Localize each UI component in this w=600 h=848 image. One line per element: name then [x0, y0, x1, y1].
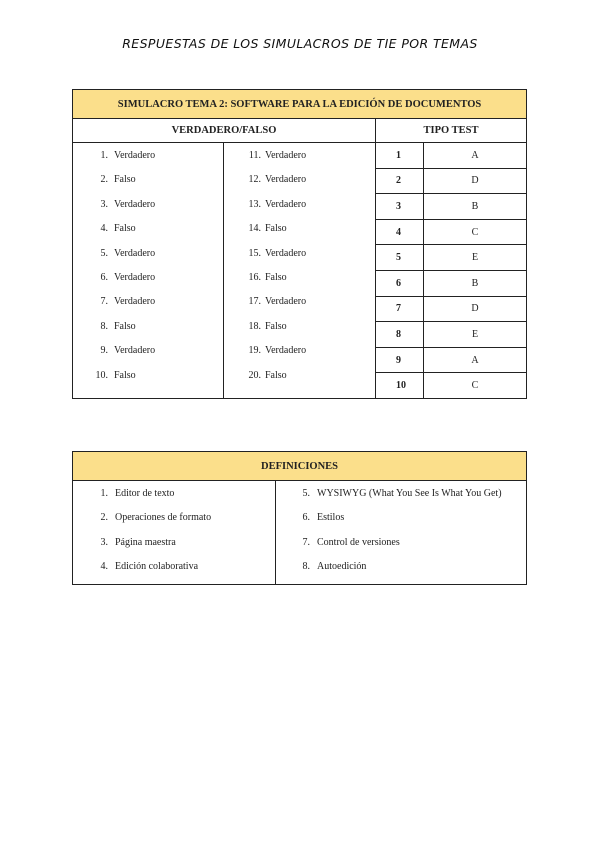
test-question-number: 2	[376, 168, 424, 194]
test-question-number: 9	[376, 347, 424, 373]
tf-answer-item	[224, 320, 375, 344]
test-question-number: 7	[376, 296, 424, 322]
item-text: Verdadero	[114, 247, 156, 259]
item-number: 19.	[248, 345, 261, 357]
simulacro-title: SIMULACRO TEMA 2: SOFTWARE PARA LA EDICIÓN DE DOCUMENTOS	[73, 90, 527, 119]
item-number: 5.	[302, 488, 310, 499]
test-answer: C	[424, 219, 527, 245]
item-number: 4.	[100, 223, 108, 235]
test-question-number: 6	[376, 270, 424, 296]
definiciones-column-left	[73, 481, 276, 585]
item-number: 16.	[248, 271, 261, 283]
item-number: 7.	[302, 536, 310, 548]
test-answer: B	[424, 270, 527, 296]
item-number: 2.	[100, 512, 108, 524]
test-question-number: 1	[376, 143, 424, 169]
test-question-number: 8	[376, 322, 424, 348]
test-answer: D	[424, 296, 527, 322]
item-text: Operaciones de formato	[115, 512, 212, 524]
test-header: TIPO TEST	[376, 119, 527, 143]
item-text: Verdadero	[265, 296, 307, 308]
item-text: Edición colaborativa	[115, 561, 199, 573]
tf-header: VERDADERO/FALSO	[73, 119, 376, 143]
item-number: 11.	[248, 150, 261, 161]
tf-answer-item	[73, 222, 223, 246]
item-number: 1.	[100, 150, 108, 161]
item-text: Verdadero	[114, 345, 156, 357]
item-text: Estilos	[317, 512, 345, 524]
item-text: Editor de texto	[115, 488, 175, 499]
tf-answer-item	[73, 344, 223, 368]
item-text: Verdadero	[114, 150, 156, 161]
tf-answer-item	[73, 271, 223, 295]
definiciones-table	[72, 451, 527, 585]
item-number: 1.	[100, 488, 108, 499]
item-text: Verdadero	[114, 198, 156, 210]
test-answer: A	[424, 347, 527, 373]
tf-answer-item	[73, 149, 223, 173]
item-text: Página maestra	[115, 536, 176, 548]
item-text: Verdadero	[265, 150, 307, 161]
item-text: Verdadero	[265, 174, 307, 186]
tf-answer-item	[73, 247, 223, 271]
tf-answer-item	[73, 173, 223, 197]
tf-answer-item	[73, 320, 223, 344]
item-text: Falso	[114, 223, 136, 235]
item-number: 15.	[248, 247, 261, 259]
definition-item	[276, 484, 526, 508]
test-answer: B	[424, 194, 527, 220]
test-question-number: 5	[376, 245, 424, 271]
item-text: Falso	[114, 174, 136, 186]
tf-answer-item	[224, 344, 375, 368]
item-number: 14.	[248, 223, 261, 235]
item-text: Falso	[265, 223, 287, 235]
item-text: Verdadero	[265, 345, 307, 357]
item-text: Falso	[114, 369, 136, 381]
item-text: Falso	[114, 320, 136, 332]
tf-answer-item	[224, 369, 375, 393]
definiciones-title: DEFINICIONES	[73, 452, 527, 481]
item-text: WYSIWYG (What You See Is What You Get)	[317, 488, 502, 499]
definition-item	[276, 508, 526, 532]
test-question-number: 10	[376, 373, 424, 399]
item-number: 10.	[95, 369, 108, 381]
tf-answer-item	[224, 295, 375, 319]
tf-answer-item	[224, 247, 375, 271]
tf-column-right	[224, 143, 376, 399]
definiciones-column-right	[276, 481, 527, 585]
item-number: 4.	[100, 561, 108, 573]
item-text: Control de versiones	[317, 536, 400, 548]
test-question-number: 4	[376, 219, 424, 245]
item-number: 9.	[100, 345, 108, 357]
item-number: 12.	[248, 174, 261, 186]
item-text: Verdadero	[265, 198, 307, 210]
page-title: RESPUESTAS DE LOS SIMULACROS DE TIE POR TEMAS	[122, 36, 478, 51]
tf-column-left	[73, 143, 224, 399]
test-answer: E	[424, 322, 527, 348]
item-text: Verdadero	[114, 271, 156, 283]
definition-item	[276, 533, 526, 557]
item-number: 8.	[100, 320, 108, 332]
definition-item	[73, 557, 275, 581]
test-question-number: 3	[376, 194, 424, 220]
definition-item	[73, 533, 275, 557]
item-text: Falso	[265, 271, 287, 283]
item-number: 6.	[302, 512, 310, 524]
definition-item	[73, 508, 275, 532]
tf-answer-item	[73, 198, 223, 222]
item-number: 17.	[248, 296, 261, 308]
item-number: 13.	[248, 198, 261, 210]
tf-answer-item	[73, 295, 223, 319]
item-number: 8.	[302, 561, 310, 573]
test-answer: C	[424, 373, 527, 399]
tf-answer-item	[224, 149, 375, 173]
test-answer: D	[424, 168, 527, 194]
simulacro-table	[72, 89, 527, 399]
item-text: Verdadero	[265, 247, 307, 259]
item-text: Falso	[265, 369, 287, 381]
item-number: 5.	[100, 247, 108, 259]
definition-item	[276, 557, 526, 581]
item-number: 6.	[100, 271, 108, 283]
item-number: 3.	[100, 536, 108, 548]
item-number: 2.	[100, 174, 108, 186]
tf-answer-item	[224, 271, 375, 295]
tf-answer-item	[224, 173, 375, 197]
test-answer: E	[424, 245, 527, 271]
definition-item	[73, 484, 275, 508]
item-number: 3.	[100, 198, 108, 210]
item-text: Autoedición	[317, 561, 367, 573]
item-text: Falso	[265, 320, 287, 332]
tf-answer-item	[73, 369, 223, 393]
tf-answer-item	[224, 198, 375, 222]
item-text: Verdadero	[114, 296, 156, 308]
tf-answer-item	[224, 222, 375, 246]
test-answer: A	[424, 143, 527, 169]
item-number: 7.	[100, 296, 108, 308]
item-number: 18.	[248, 320, 261, 332]
item-number: 20.	[248, 369, 261, 381]
